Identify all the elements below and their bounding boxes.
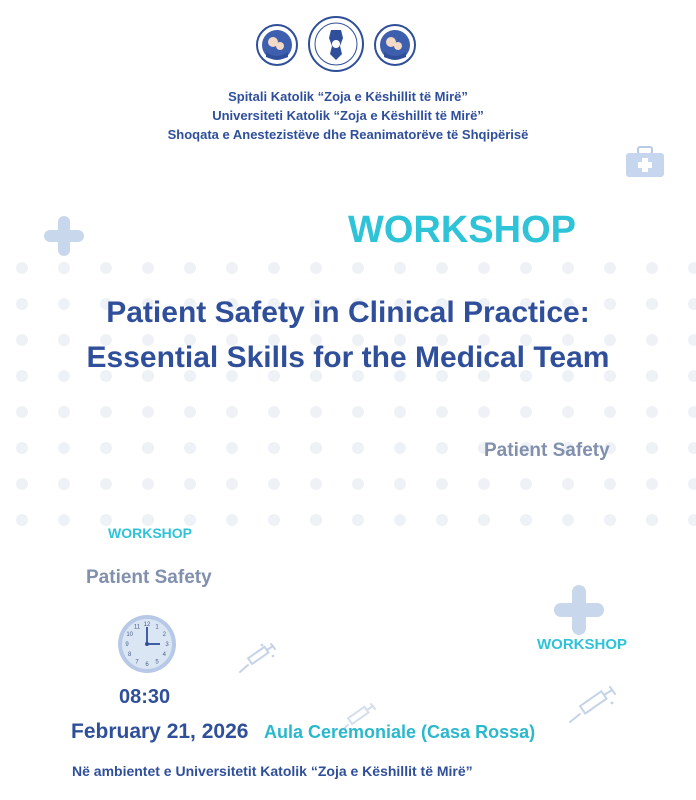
background-dot (604, 406, 616, 418)
background-dot (394, 514, 406, 526)
background-dot (268, 514, 280, 526)
background-dot (646, 406, 658, 418)
background-dot (478, 514, 490, 526)
syringe-icon (566, 686, 618, 726)
background-dot (352, 262, 364, 274)
background-dot (562, 262, 574, 274)
plus-icon (554, 585, 604, 635)
background-dot (184, 478, 196, 490)
background-dot (688, 406, 696, 418)
medical-kit-icon (625, 146, 665, 178)
background-dot (310, 514, 322, 526)
background-dot (268, 406, 280, 418)
background-dot (268, 478, 280, 490)
workshop-tag-right: WORKSHOP (537, 636, 627, 653)
background-dot (604, 478, 616, 490)
background-dot (352, 406, 364, 418)
background-dot (184, 442, 196, 454)
association-logo (308, 16, 364, 72)
background-dot (226, 514, 238, 526)
background-dot (646, 442, 658, 454)
workshop-heading: WORKSHOP (348, 209, 576, 251)
background-dot (520, 406, 532, 418)
background-dot (310, 442, 322, 454)
background-dot (562, 478, 574, 490)
clock-number: 1 (155, 624, 159, 631)
background-dot (310, 262, 322, 274)
background-dot (16, 406, 28, 418)
background-dot (58, 442, 70, 454)
clock-number: 5 (155, 659, 159, 666)
background-dot (142, 478, 154, 490)
background-dot (16, 442, 28, 454)
background-dot (142, 442, 154, 454)
background-dot (268, 442, 280, 454)
background-dot (688, 442, 696, 454)
syringe-icon (236, 642, 278, 676)
background-dot (394, 262, 406, 274)
background-dot (436, 262, 448, 274)
background-dot (268, 262, 280, 274)
location-note: Në ambientet e Universitetit Katolik “Zoja e Këshillit të Mirë” (72, 763, 473, 779)
background-dot (562, 514, 574, 526)
background-dot (604, 514, 616, 526)
clock-number: 2 (162, 632, 166, 638)
hospital-logo (256, 24, 298, 66)
clock-number: 3 (165, 642, 169, 648)
university-logo (374, 24, 416, 66)
background-dot (646, 514, 658, 526)
event-time: 08:30 (119, 686, 171, 708)
plus-icon (44, 216, 84, 256)
background-dot (394, 478, 406, 490)
background-dot (16, 478, 28, 490)
patient-safety-tag-left: Patient Safety (86, 567, 212, 588)
background-dot (520, 262, 532, 274)
background-dot (100, 406, 112, 418)
background-dot (16, 262, 28, 274)
background-dot (478, 406, 490, 418)
background-dot (688, 262, 696, 274)
background-dot (226, 442, 238, 454)
institution-line-2: Universiteti Katolik “Zoja e Këshillit të Mirë” (212, 108, 484, 123)
background-dot (310, 406, 322, 418)
background-dot (688, 478, 696, 490)
background-dot (58, 478, 70, 490)
background-dot (226, 406, 238, 418)
background-dot (16, 514, 28, 526)
background-dot (436, 514, 448, 526)
background-dot (184, 262, 196, 274)
background-dot (352, 442, 364, 454)
background-dot (142, 406, 154, 418)
background-dot (394, 442, 406, 454)
event-venue: Aula Ceremoniale (Casa Rossa) (264, 722, 536, 742)
background-dot (394, 406, 406, 418)
clock-number: 8 (128, 652, 132, 658)
clock-number: 12 (143, 622, 151, 628)
background-dot (58, 406, 70, 418)
background-dot (100, 478, 112, 490)
background-dot (226, 262, 238, 274)
event-date: February 21, 2026 (71, 720, 249, 743)
background-dot (604, 262, 616, 274)
background-dot (310, 478, 322, 490)
background-dot (58, 262, 70, 274)
background-dot (100, 262, 112, 274)
background-dot (436, 406, 448, 418)
clock-number: 6 (145, 662, 149, 668)
background-dot (478, 262, 490, 274)
clock-number: 4 (162, 652, 166, 658)
background-dot (58, 514, 70, 526)
event-title-line-1: Patient Safety in Clinical Practice: (106, 296, 590, 329)
background-dot (352, 478, 364, 490)
background-dot (688, 514, 696, 526)
clock-number: 11 (133, 624, 141, 631)
background-dot (562, 406, 574, 418)
background-dot (520, 514, 532, 526)
background-dot (646, 478, 658, 490)
background-dot (184, 406, 196, 418)
event-title-line-2: Essential Skills for the Medical Team (86, 341, 610, 374)
background-dot (478, 478, 490, 490)
background-dot (352, 514, 364, 526)
clock-number: 9 (125, 642, 129, 648)
background-dot (100, 442, 112, 454)
background-dot (436, 478, 448, 490)
clock-number: 7 (135, 659, 139, 666)
background-dot (520, 478, 532, 490)
background-dot (142, 262, 154, 274)
background-dot (226, 478, 238, 490)
background-dot (436, 442, 448, 454)
background-dot (646, 262, 658, 274)
institution-line-3: Shoqata e Anestezistëve dhe Reanimatorëve të Shqipërisë (167, 127, 529, 142)
clock-number: 10 (126, 632, 134, 638)
institution-line-1: Spitali Katolik “Zoja e Këshillit të Mirë” (228, 89, 468, 104)
patient-safety-tag-right: Patient Safety (484, 440, 610, 461)
clock-icon (117, 614, 177, 674)
workshop-tag-left: WORKSHOP (108, 525, 192, 541)
